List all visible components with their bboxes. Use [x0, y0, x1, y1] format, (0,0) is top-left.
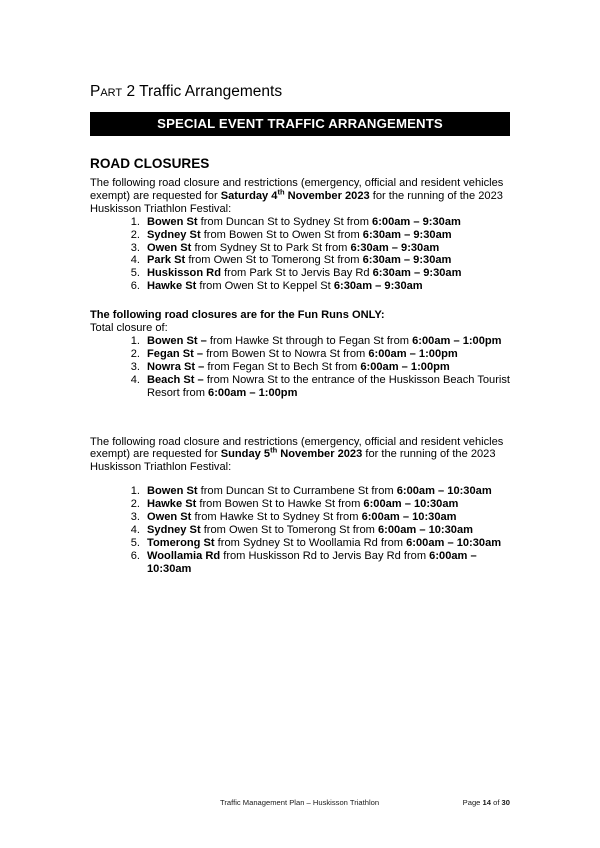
saturday-closures-list — [90, 216, 510, 293]
fun-runs-subheading: Total closure of: — [90, 322, 168, 335]
footer-current-page: 14 — [482, 798, 491, 807]
spacer — [90, 293, 510, 309]
road-detail: from Bowen St to Owen St from — [200, 228, 363, 241]
road-time: 6:00am – 10:30am — [361, 511, 457, 524]
fun-runs-closures-list — [90, 335, 510, 400]
sunday-intro-paragraph — [90, 436, 510, 475]
road-name: Owen St — [147, 241, 192, 254]
road-name: Huskisson Rd — [147, 267, 221, 280]
sunday-closures-list — [90, 485, 510, 575]
list-item — [128, 550, 510, 576]
road-name: Bowen St — [147, 215, 198, 228]
road-name: Sydney St — [147, 228, 201, 241]
road-detail: from Owen St to Tomerong St from — [185, 254, 363, 267]
saturday-date-bold-2: November 2023 — [284, 189, 370, 202]
road-name: Hawke St — [147, 498, 197, 511]
road-time: 6:30am – 9:30am — [362, 228, 452, 241]
list-item — [128, 348, 510, 361]
sunday-date-bold: Sunday 5 — [220, 448, 271, 461]
road-name: Woollamia Rd — [147, 549, 221, 562]
road-detail: from Hawke St through to Fegan St from — [206, 334, 413, 347]
footer-of-label: of — [490, 798, 502, 807]
road-time: 6:00am – 10:30am — [406, 536, 502, 549]
road-name: Park St — [147, 254, 186, 267]
sunday-intro-text-1: The following road closure and restrictions (emergency, official and resident vehicles exempt) are requested for — [90, 435, 504, 461]
road-detail: from Hawke St to Sydney St from — [191, 511, 362, 524]
list-item — [128, 216, 510, 229]
road-name: Hawke St — [147, 280, 197, 293]
road-time: 6:30am – 9:30am — [333, 280, 423, 293]
road-name: Nowra St – — [147, 360, 205, 373]
list-item — [128, 280, 510, 293]
road-time: 6:00am – 10:30am — [363, 498, 459, 511]
part-heading-prefix: Part — [90, 83, 123, 100]
road-time: 6:30am – 9:30am — [350, 241, 440, 254]
road-time: 6:00am – 1:00pm — [208, 386, 298, 399]
road-name: Bowen St — [147, 485, 198, 498]
page-title: ROAD CLOSURES — [90, 156, 210, 171]
list-item — [128, 498, 510, 511]
road-time: 6:00am – 1:00pm — [360, 360, 450, 373]
footer-title: Traffic Management Plan – Huskisson Triathlon — [220, 798, 380, 807]
list-item — [128, 511, 510, 524]
sunday-date-bold-2: November 2023 — [277, 448, 363, 461]
footer-page-label: Page — [462, 798, 483, 807]
spacer — [90, 400, 510, 436]
saturday-date-suffix: th — [277, 187, 285, 197]
road-detail: from Duncan St to Sydney St from — [197, 215, 373, 228]
list-item — [128, 361, 510, 374]
road-detail: from Sydney St to Woollamia Rd from — [214, 536, 407, 549]
saturday-intro-text-2: for the running of the 2023 Huskisson Triathlon Festival: — [90, 189, 503, 215]
special-event-banner: SPECIAL EVENT TRAFFIC ARRANGEMENTS — [90, 112, 510, 136]
list-item — [128, 229, 510, 242]
list-item — [128, 267, 510, 280]
road-time: 6:00am – 10:30am — [378, 523, 473, 536]
road-name: Beach St – — [147, 373, 204, 386]
road-detail: from Huskisson Rd to Jervis Bay Rd from — [220, 549, 430, 562]
road-name: Sydney St — [147, 523, 201, 536]
road-name: Owen St — [147, 511, 192, 524]
list-item — [128, 537, 510, 550]
road-name: Tomerong St — [147, 536, 215, 549]
road-name: Bowen St – — [147, 334, 207, 347]
saturday-date-bold: Saturday 4 — [220, 189, 278, 202]
road-time: 6:00am – 10:30am — [147, 549, 477, 575]
road-detail: from Bowen St to Nowra St from — [203, 347, 369, 360]
part-heading — [90, 82, 510, 101]
road-detail: from Nowra St to the entrance of the Huskisson Beach Tourist Resort from — [147, 373, 510, 399]
sunday-date-suffix: th — [270, 445, 278, 455]
road-detail: from Sydney St to Park St from — [191, 241, 351, 254]
road-time: 6:00am – 10:30am — [396, 485, 492, 498]
saturday-intro-paragraph — [90, 177, 510, 216]
road-time: 6:30am – 9:30am — [372, 267, 462, 280]
road-detail: from Owen St to Tomerong St from — [200, 523, 378, 536]
road-detail: from Duncan St to Currambene St from — [197, 485, 397, 498]
road-time: 6:00am – 1:00pm — [412, 334, 502, 347]
list-item — [128, 254, 510, 267]
road-detail: from Park St to Jervis Bay Rd — [220, 267, 373, 280]
list-item — [128, 524, 510, 537]
road-time: 6:00am – 1:00pm — [368, 347, 458, 360]
footer-total-pages: 30 — [501, 798, 510, 807]
list-item — [128, 374, 510, 400]
list-item — [128, 242, 510, 255]
road-detail: from Owen St to Keppel St — [196, 280, 334, 293]
page-footer — [90, 797, 510, 809]
fun-runs-heading: The following road closures are for the Fun Runs ONLY: — [90, 309, 385, 322]
footer-page-number — [463, 797, 510, 809]
road-name: Fegan St – — [147, 347, 204, 360]
saturday-intro-text-1: The following road closure and restrictions (emergency, official and resident vehicles exempt) are requested for — [90, 177, 504, 202]
road-time: 6:30am – 9:30am — [362, 254, 452, 267]
spacer — [90, 474, 510, 485]
page-content — [90, 82, 510, 576]
list-item — [128, 485, 510, 498]
road-detail: from Fegan St to Bech St from — [204, 360, 361, 373]
list-item — [128, 335, 510, 348]
sunday-intro-text-2: for the running of the 2023 Huskisson Triathlon Festival: — [90, 448, 496, 474]
road-time: 6:00am – 9:30am — [372, 215, 461, 228]
part-heading-rest: 2 Traffic Arrangements — [122, 83, 283, 100]
road-detail: from Bowen St to Hawke St from — [196, 498, 364, 511]
